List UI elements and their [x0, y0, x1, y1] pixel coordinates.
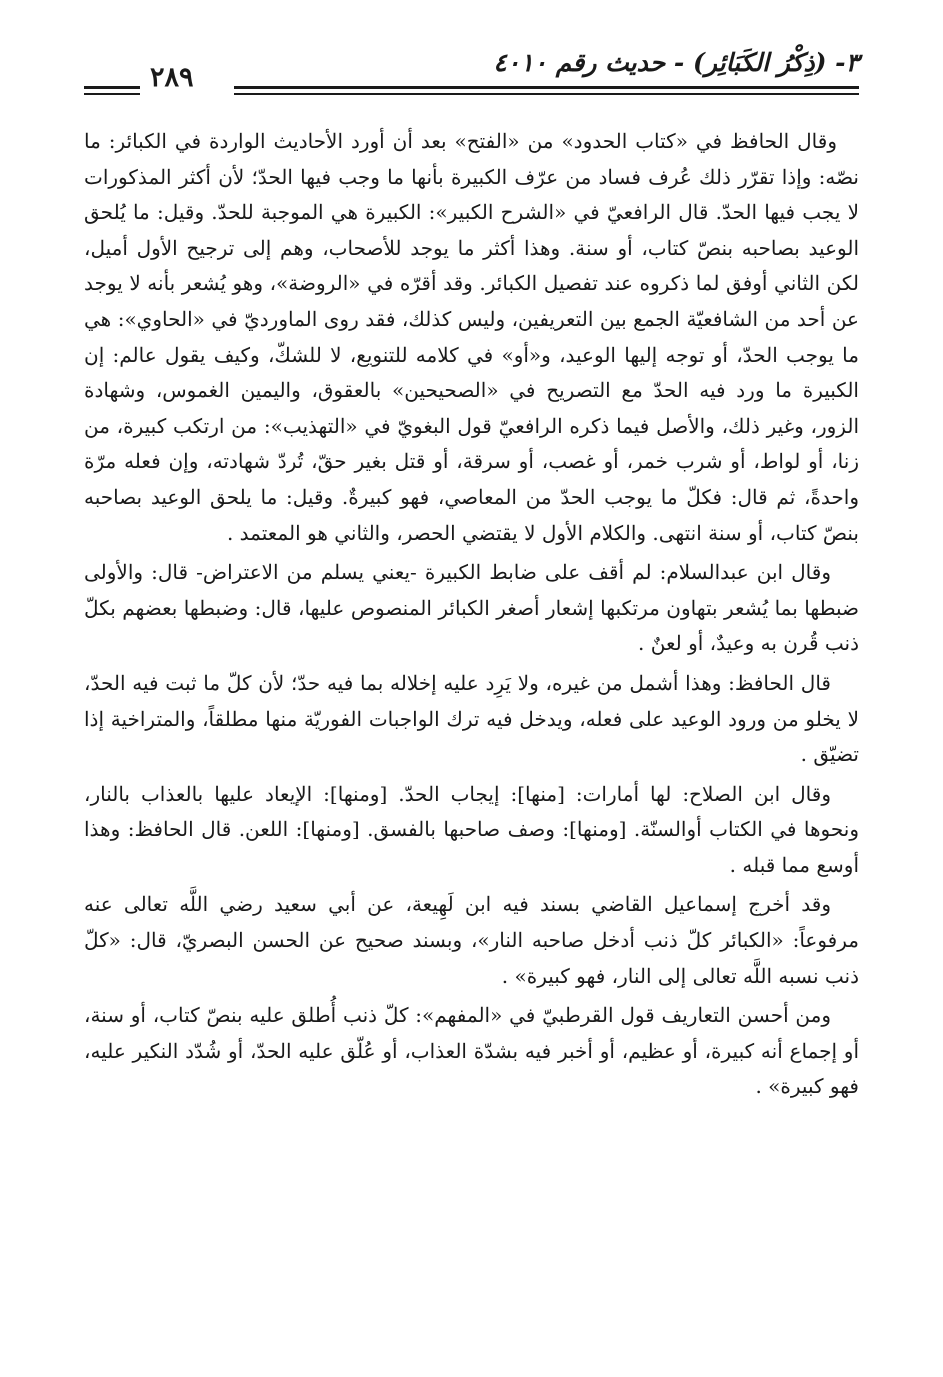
page-number: ٢٨٩: [150, 62, 194, 93]
paragraph: وقال ابن الصلاح: لها أمارات: [منها]: إيجاب الحدّ. [ومنها]: الإيعاد عليها بالعذاب بالنار، ونحوها في الكتاب أوالسنّة. [ومنها]: وصف صاحبها بالفسق. [ومنها]: اللعن. قال الحافظ: وهذا أوسع مما قبله .: [84, 781, 859, 877]
paragraph: قال الحافظ: وهذا أشمل من غيره، ولا يَرِد عليه إخلاله بما فيه حدّ؛ لأن كلّ ما ثبت فيه الحدّ، لا يخلو من ورود الوعيد على فعله، ويدخل فيه ترك الواجبات الفوريّة منها مطلقاً، والمتراخية إذا تضيّق .: [84, 670, 859, 767]
header-rule: [234, 86, 859, 89]
page-header: [84, 48, 859, 104]
paragraph: وقال الحافظ في «كتاب الحدود» من «الفتح» بعد أن أورد الأحاديث الواردة في الكبائر: ما نصّه: وإذا تقرّر ذلك عُرف فساد من عرّف الكبيرة بأنها ما وجب فيها الحدّ؛ لأن أكثر المذكورات لا يجب فيها الحدّ. قال الرافعيّ في «الشرح الكبير»: الكبيرة هي الموجبة للحدّ. وقيل: ما يُلحق الوعيد بصاحبه بنصّ كتاب، أو سنة. وهذا أكثر ما يوجد للأصحاب، وهم إلى ترجيح الأول أميل، لكن الثاني أوفق لما ذكروه عند تفصيل الكبائر. وقد أقرّه في «الروضة»، وهو يُشعر بأنه لا يوجد عن أحد من الشافعيّة الجمع بين التعريفين، وليس كذلك، فقد روى الماورديّ في «الحاوي»: هي ما يوجب الحدّ، أو توجه إليها الوعيد، و«أو» في كلامه للتنويع، لا للشكّ، وكيف يقول عالم: إن الكبيرة ما ورد فيه الحدّ مع التصريح في «الصحيحين» بالعقوق، واليمين الغموس، وشهادة الزور، وغير ذلك، والأصل فيما ذكره الرافعيّ قول البغويّ في «التهذيب»: من ارتكب كبيرة، من زنا، أو لواط، أو شرب خمر، أو غصب، أو سرقة، أو قتل بغير حقّ، تُردّ شهادته، وإن فعله مرّة واحدةً، ثم قال: فكلّ ما يوجب الحدّ من المعاصي، فهو كبيرةٌ. وقيل: ما يلحق الوعيد بصاحبه بنصّ كتاب، أو سنة انتهى. والكلام الأول لا يقتضي الحصر، والثاني هو المعتمد .: [84, 129, 859, 545]
page-body: [84, 124, 859, 1109]
running-title: ٣- (ذِكْرُ الكَبَائِر) - حديث رقم ٤٠١٠: [493, 48, 859, 77]
header-rule-short: [84, 86, 140, 89]
paragraph: وقال ابن عبدالسلام: لم أقف على ضابط الكبيرة -يعني يسلم من الاعتراض- قال: والأولى ضبطها بما يُشعر بتهاون مرتكبها إشعار أصغر الكبائر المنصوص عليها، قال: وضبطها بعضهم بكلّ ذنب قُرن به وعيدٌ، أو لعنٌ .: [84, 560, 859, 656]
paragraph: ومن أحسن التعاريف قول القرطبيّ في «المفهم»: كلّ ذنب أُطلق عليه بنصّ كتاب، أو سنة، أو إجماع أنه كبيرة، أو عظيم، أو أخبر فيه بشدّة العذاب، أو عُلّق عليه الحدّ، أو شُدّد النكير عليه، فهو كبيرة» .: [84, 1003, 859, 1099]
paragraph: وقد أخرج إسماعيل القاضي بسند فيه ابن لَهِيعة، عن أبي سعيد رضي اللَّه تعالى عنه مرفوعاً: «الكبائر كلّ ذنب أدخل صاحبه النار»، وبسند صحيح عن الحسن البصريّ، قال: «كلّ ذنب نسبه اللَّه تعالى إلى النار، فهو كبيرة» .: [84, 892, 859, 988]
